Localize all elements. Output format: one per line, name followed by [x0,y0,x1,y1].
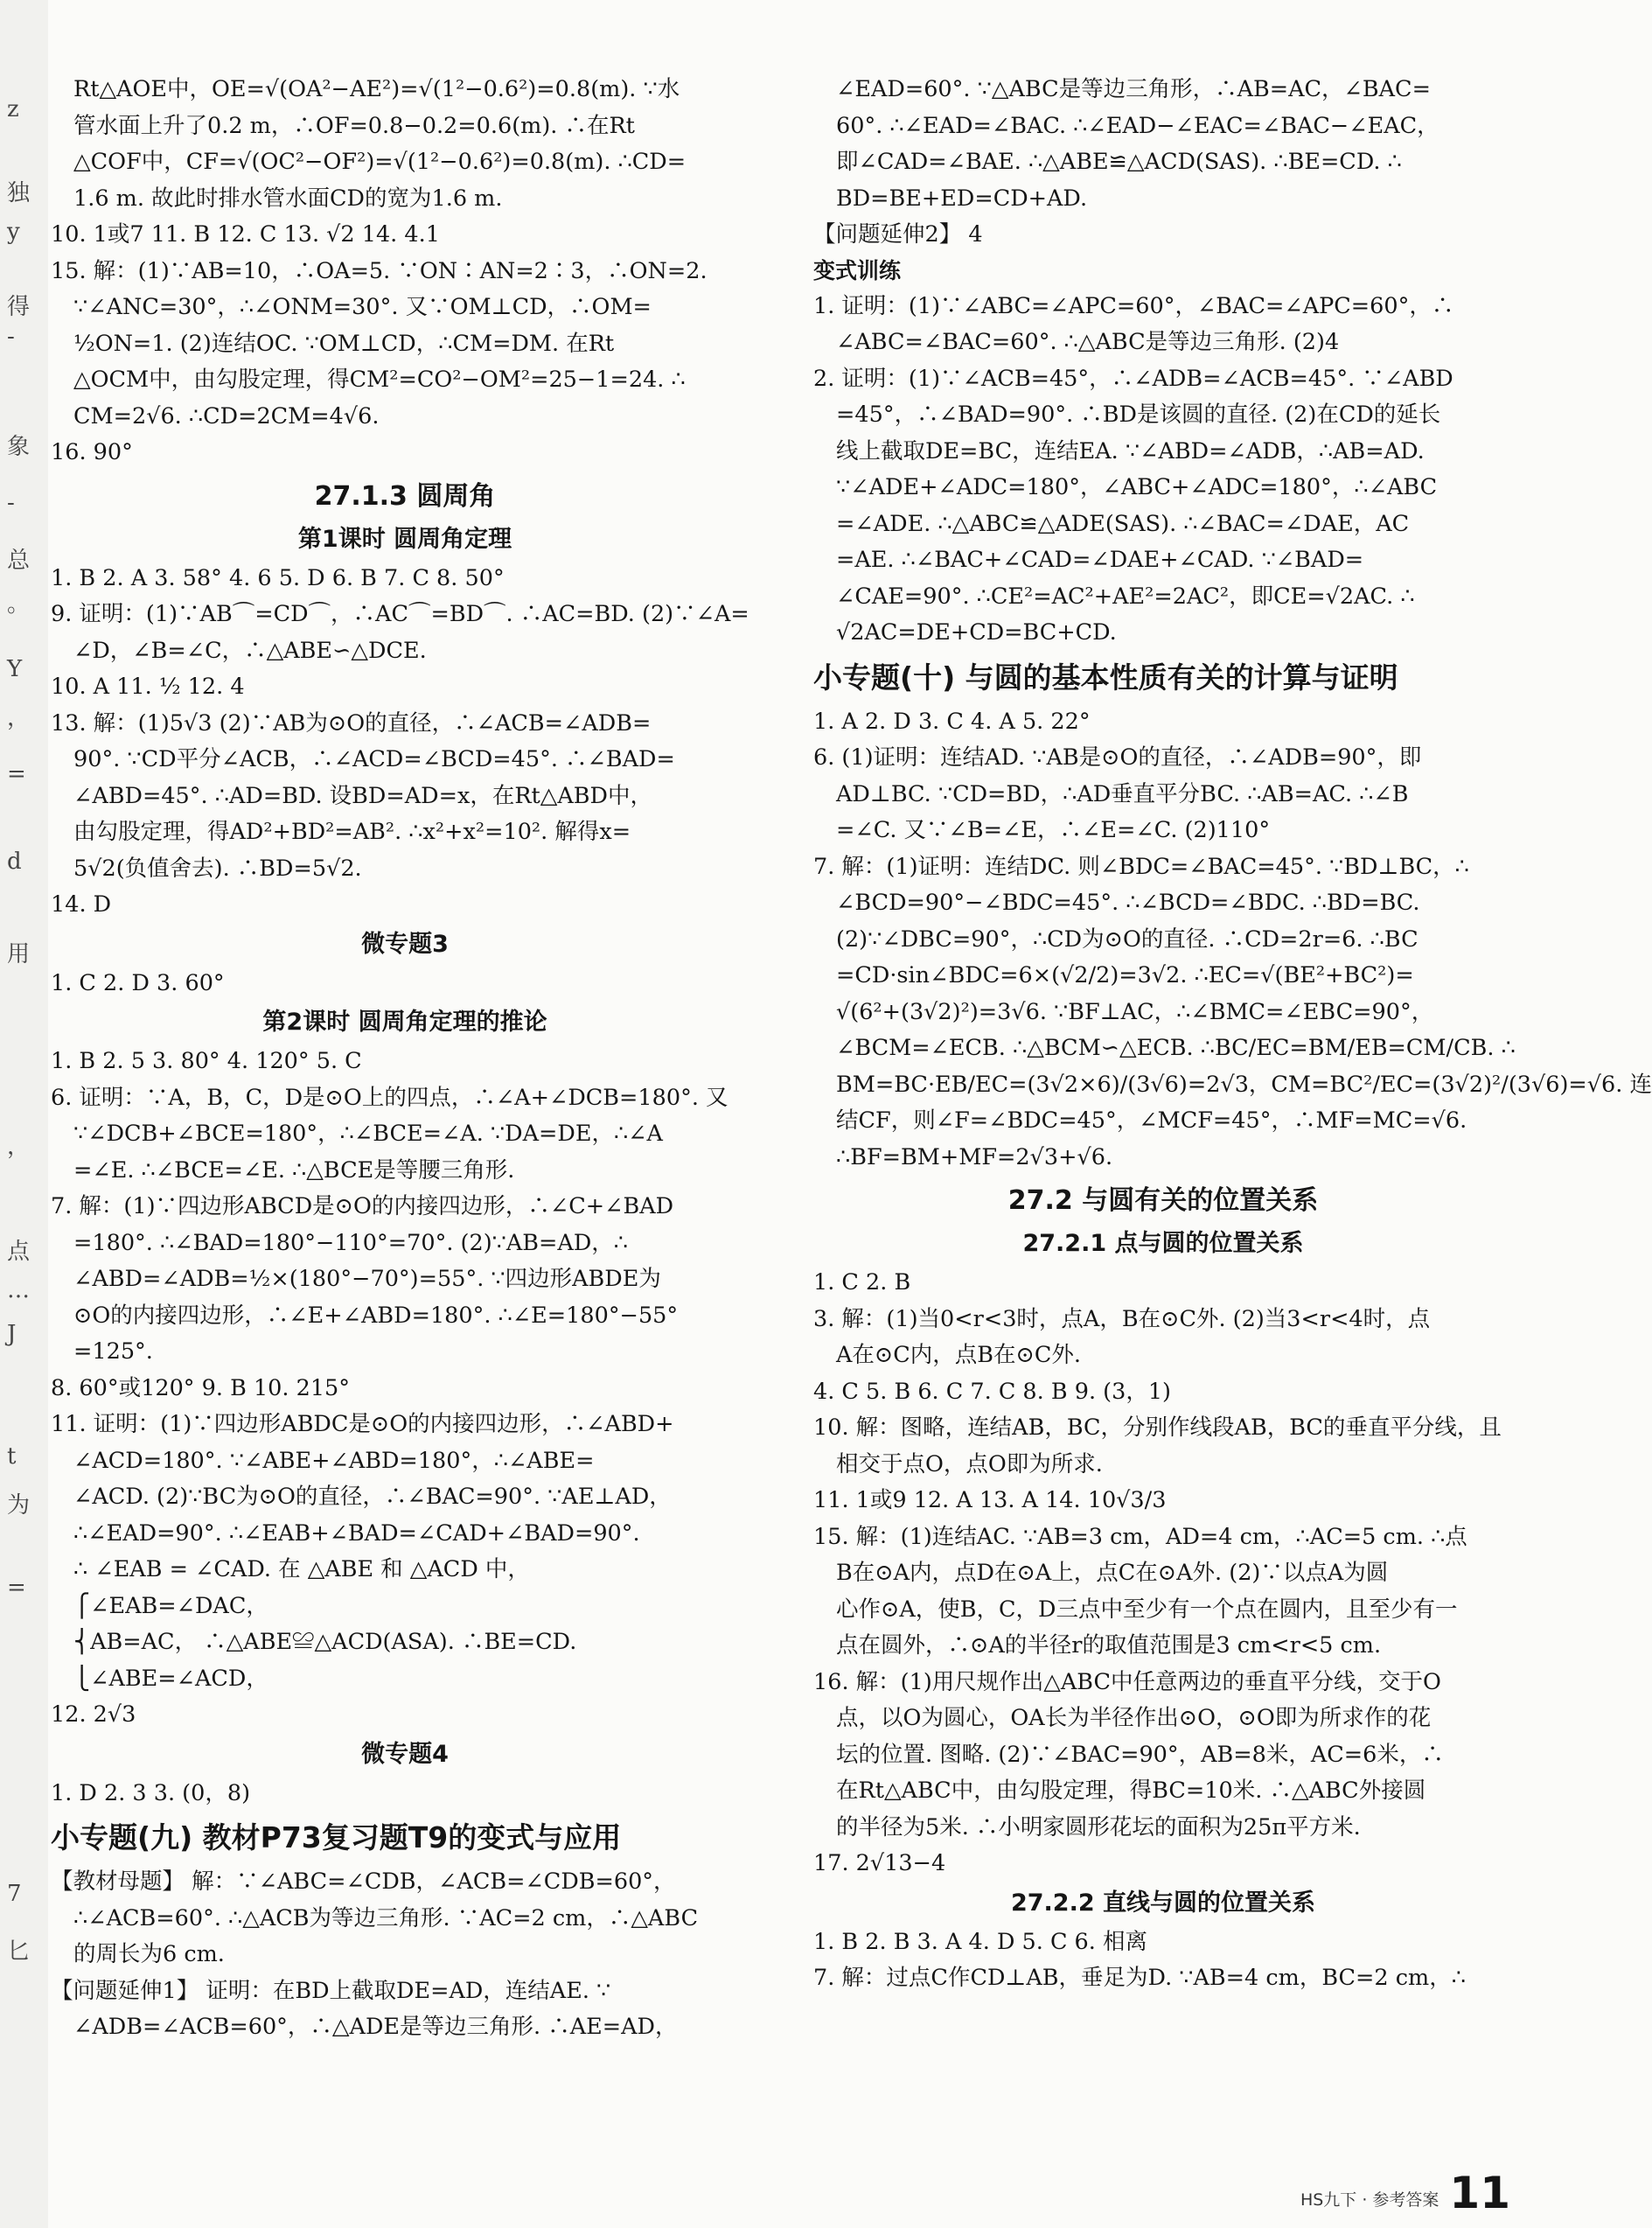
answer-item: 7. 解：过点C作CD⊥AB，垂足为D. ∵AB=4 cm，BC=2 cm，∴ [813,1965,1466,1991]
answer-line: =∠ADE. ∴△ABC≌△ADE(SAS). ∴∠BAC=∠DAE，AC [836,510,1410,537]
answer-item: 1. B 2. A 3. 58° 4. 6 5. D 6. B 7. C 8. 50° [51,564,505,591]
answer-line: ∠ABD=∠ADB=½×(180°−70°)=55°. ∵四边形ABDE为 [73,1266,661,1292]
answer-item: 13. 解：(1)5√3 (2)∵AB为⊙O的直径，∴∠ACB=∠ADB= [51,709,652,737]
margin-mark: 用 [7,941,31,967]
answer-item: 15. 解：(1)∵AB=10，∴OA=5. ∵ON∶AN=2∶3，∴ON=2. [51,257,708,284]
answer-line: ⎧∠EAB=∠DAC， [73,1592,268,1619]
margin-mark: 总 [7,548,31,574]
answer-line: 管水面上升了0.2 m，∴OF=0.8−0.2=0.6(m). ∴在Rt [73,112,635,139]
margin-mark: 。 [7,591,31,618]
answer-item: 11. 1或9 12. A 13. A 14. 10√3/3 [813,1487,1167,1513]
answer-item: 8. 60°或120° 9. B 10. 215° [51,1374,351,1401]
answer-line: BD=BE+ED=CD+AD. [836,185,1088,212]
subsection-heading: 微专题3 [361,930,449,958]
page-footer [1300,2170,1510,2216]
margin-mark: d [7,849,22,875]
answer-line: ∠D，∠B=∠C，∴△ABE∽△DCE. [73,637,427,664]
answer-item: 7. 解：(1)证明：连结DC. 则∠BDC=∠BAC=45°. ∵BD⊥BC，∴ [813,853,1469,880]
answer-line: 线上截取DE=BC，连结EA. ∵∠ABD=∠ADB，∴AB=AD. [836,437,1425,464]
answer-line: 的周长为6 cm. [73,1941,225,1967]
margin-mark: Y [7,656,23,682]
answer-item: 【问题延伸2】 4 [813,221,983,248]
answer-line: 60°. ∴∠EAD=∠BAC. ∴∠EAD−∠EAC=∠BAC−∠EAC， [836,112,1439,139]
answer-line: B在⊙A内，点D在⊙A上，点C在⊙A外. (2)∵以点A为圆 [836,1560,1389,1586]
answer-item: 16. 90° [51,439,133,465]
answer-line: =125°. [73,1338,153,1365]
answer-item: 6. (1)证明：连结AD. ∵AB是⊙O的直径，∴∠ADB=90°，即 [813,744,1422,771]
answer-line: ∠ABD=45°. ∴AD=BD. 设BD=AD=x，在Rt△ABD中， [73,782,652,809]
answer-line: =45°，∴∠BAD=90°. ∴BD是该圆的直径. (2)在CD的延长 [836,402,1441,428]
answer-item: 7. 解：(1)∵四边形ABCD是⊙O的内接四边形，∴∠C+∠BAD [51,1193,674,1219]
answer-line: ∠CAE=90°. ∴CE²=AC²+AE²=2AC²，即CE=√2AC. ∴ [836,583,1415,610]
margin-mark: - [7,490,15,516]
answer-item: 1. C 2. D 3. 60° [51,969,225,996]
answer-line: ∴∠EAD=90°. ∴∠EAB+∠BAD=∠CAD+∠BAD=90°. [73,1519,640,1547]
answer-line: ⎩∠ABE=∠ACD， [73,1665,268,1692]
answer-line: (2)∵∠DBC=90°，∴CD为⊙O的直径. ∴CD=2r=6. ∴BC [836,925,1418,953]
answer-line: =180°. ∴∠BAD=180°−110°=70°. (2)∵AB=AD，∴ [73,1229,628,1256]
page-number: 11 [1449,2168,1510,2218]
answer-line: △OCM中，由勾股定理，得CM²=CO²−OM²=25−1=24. ∴ [73,367,686,393]
section-heading: 27.1.3 圆周角 [314,480,496,512]
answer-line: AD⊥BC. ∵CD=BD，∴AD垂直平分BC. ∴AB=AC. ∴∠B [836,780,1409,807]
answer-item: 1. C 2. B [813,1269,911,1296]
answer-line: 点在圆外，∴⊙A的半径r的取值范围是3 cm<r<5 cm. [836,1632,1382,1659]
answer-line: ⊙O的内接四边形，∴∠E+∠ABD=180°. ∴∠E=180°−55° [73,1302,679,1329]
answer-item: 1. B 2. B 3. A 4. D 5. C 6. 相离 [813,1928,1147,1955]
answer-line: 的半径为5米. ∴小明家圆形花坛的面积为25π平方米. [836,1813,1361,1840]
answer-item: 16. 解：(1)用尺规作出△ABC中任意两边的垂直平分线，交于O [813,1668,1441,1695]
margin-mark: 独 [7,180,31,206]
topic-heading: 小专题(十) 与圆的基本性质有关的计算与证明 [813,660,1398,695]
variant-training-label: 变式训练 [813,257,902,283]
answer-item: 10. 解：图略，连结AB，BC，分别作线段AB，BC的垂直平分线，且 [813,1414,1502,1441]
margin-mark: z [7,96,19,122]
subsection-heading: 第2课时 圆周角定理的推论 [262,1009,547,1036]
answer-line: ½ON=1. (2)连结OC. ∵OM⊥CD，∴CM=DM. 在Rt [73,330,615,357]
answer-line: ∠ADB=∠ACB=60°，∴△ADE是等边三角形. ∴AE=AD， [73,2014,678,2040]
margin-mark: 为 [7,1492,31,1519]
margin-mark: = [7,1575,26,1601]
answer-item: 3. 解：(1)当0<r<3时，点A，B在⊙C外. (2)当3<r<4时，点 [813,1305,1431,1332]
answer-line: =∠E. ∴∠BCE=∠E. ∴△BCE是等腰三角形. [73,1156,515,1184]
answer-item: 1. A 2. D 3. C 4. A 5. 22° [813,708,1091,735]
answer-line: 结CF，则∠F=∠BDC=45°，∠MCF=45°，∴MF=MC=√6. [836,1107,1467,1134]
answer-line: 5√2(负值舍去). ∴BD=5√2. [73,855,362,882]
answer-line: 点，以O为圆心，OA长为半径作出⊙O，⊙O即为所求作的花 [836,1705,1432,1731]
margin-mark: = [7,761,26,787]
answer-line: 即∠CAD=∠BAE. ∴△ABE≌△ACD(SAS). ∴BE=CD. ∴ [836,149,1402,175]
answer-item: 9. 证明：(1)∵AB⌒=CD⌒，∴AC⌒=BD⌒. ∴AC=BD. (2)∵∠A= [51,601,749,627]
answer-item: 【问题延伸1】 证明：在BD上截取DE=AD，连结AE. ∵ [51,1977,611,2004]
answer-line: ∠BCD=90°−∠BDC=45°. ∴∠BCD=∠BDC. ∴BD=BC. [836,890,1420,916]
answer-item: 1. B 2. 5 3. 80° 4. 120° 5. C [51,1048,362,1074]
margin-mark: 得 [7,294,31,320]
answer-item: 1. 证明：(1)∵∠ABC=∠APC=60°，∠BAC=∠APC=60°，∴ [813,292,1454,319]
answer-item: 15. 解：(1)连结AC. ∵AB=3 cm，AD=4 cm，∴AC=5 cm. ∴点 [813,1523,1467,1550]
answer-item: 17. 2√13−4 [813,1850,946,1876]
answer-line: A在⊙C内，点B在⊙C外. [836,1342,1082,1368]
answer-line: ∴∠ACB=60°. ∴△ACB为等边三角形. ∵AC=2 cm，∴△ABC [73,1904,699,1931]
subsection-heading: 第1课时 圆周角定理 [297,525,512,553]
answer-line: √(6²+(3√2)²)=3√6. ∵BF⊥AC，∴∠BMC=∠EBC=90°， [836,998,1434,1025]
answer-line: △COF中，CF=√(OC²−OF²)=√(1²−0.6²)=0.8(m). ∴CD= [73,149,687,175]
margin-mark: 象 [7,434,31,460]
answer-line: CM=2√6. ∴CD=2CM=4√6. [73,402,380,430]
answer-line: ∵∠ADE+∠ADC=180°，∠ABC+∠ADC=180°，∴∠ABC [836,474,1438,500]
answer-item: 10. 1或7 11. B 12. C 13. √2 14. 4.1 [51,221,440,248]
answer-line: 相交于点O，点O即为所求. [836,1450,1103,1477]
answer-line: ∵∠DCB+∠BCE=180°，∴∠BCE=∠A. ∵DA=DE，∴∠A [73,1121,663,1147]
answer-line: Rt△AOE中，OE=√(OA²−AE²)=√(1²−0.6²)=0.8(m). ∵水 [73,76,680,102]
answer-line: ∠ACD. (2)∵BC为⊙O的直径，∴∠BAC=90°. ∵AE⊥AD， [73,1484,672,1510]
answer-line: √2AC=DE+CD=BC+CD. [836,619,1117,646]
margin-mark: ， [7,1134,31,1160]
subsection-heading: 27.2.2 直线与圆的位置关系 [1010,1889,1316,1917]
left-answer-column [51,72,759,2046]
answer-line: BM=BC·EB/EC=(3√2×6)/(3√6)=2√3，CM=BC²/EC=(3√2)²/(3√6)=√6. 连 [836,1071,1652,1098]
answer-line: 坛的位置. 图略. (2)∵∠BAC=90°，AB=8米，AC=6米，∴ [836,1741,1444,1768]
margin-mark: 7 [7,1881,22,1907]
page-edge-margin [0,0,48,2228]
answer-line: ∵∠ANC=30°，∴∠ONM=30°. 又∵OM⊥CD，∴OM= [73,294,652,320]
topic-heading: 小专题(九) 教材P73复习题T9的变式与应用 [51,1820,622,1854]
answer-line: =AE. ∴∠BAC+∠CAD=∠DAE+∠CAD. ∵∠BAD= [836,547,1364,573]
answer-line: 心作⊙A，使B，C，D三点中至少有一个点在圆内，且至少有一 [836,1596,1458,1623]
subsection-heading: 微专题4 [361,1740,449,1768]
answer-line: ∴BF=BM+MF=2√3+√6. [836,1143,1113,1170]
answer-line: ∠ABC=∠BAC=60°. ∴△ABC是等边三角形. (2)4 [836,329,1340,355]
answer-line: 在Rt△ABC中，由勾股定理，得BC=10米. ∴△ABC外接圆 [836,1778,1426,1804]
section-heading: 27.2 与圆有关的位置关系 [1007,1185,1319,1216]
answer-item: 1. D 2. 3 3. (0，8) [51,1779,251,1806]
margin-mark: 匕 [7,1938,31,1965]
margin-mark: y [7,219,20,245]
answer-item: 11. 证明：(1)∵四边形ABDC是⊙O的内接四边形，∴∠ABD+ [51,1411,674,1437]
footer-label: HS九下 · 参考答案 [1300,2190,1439,2210]
answer-line: =CD·sin∠BDC=6×(√2/2)=3√2. ∴EC=√(BE²+BC²)= [836,962,1414,988]
answer-line: ∠EAD=60°. ∵△ABC是等边三角形，∴AB=AC，∠BAC= [836,76,1431,102]
answer-item: 2. 证明：(1)∵∠ACB=45°，∴∠ADB=∠ACB=45°. ∵∠ABD [813,365,1453,392]
margin-mark: - [7,324,15,350]
right-answer-column [813,72,1652,1997]
margin-mark: t [7,1443,17,1470]
answer-line: =∠C. 又∵∠B=∠E，∴∠E=∠C. (2)110° [836,817,1271,843]
answer-item: 【教材母题】 解：∵∠ABC=∠CDB，∠ACB=∠CDB=60°， [51,1868,676,1895]
answer-line: ∴ ∠EAB = ∠CAD. 在 △ABE 和 △ACD 中， [73,1556,530,1582]
answer-line: 由勾股定理，得AD²+BD²=AB². ∴x²+x²=10². 解得x= [73,819,631,845]
margin-mark: ， [7,705,31,731]
answer-line: 1.6 m. 故此时排水管水面CD的宽为1.6 m. [73,185,503,212]
answer-item: 12. 2√3 [51,1701,136,1728]
margin-mark: J [7,1321,17,1347]
answer-item: 14. D [51,891,112,918]
answer-line: ⎨AB=AC， ∴△ABE≌△ACD(ASA). ∴BE=CD. [73,1629,577,1655]
answer-line: ∠ACD=180°. ∵∠ABE+∠ABD=180°，∴∠ABE= [73,1447,595,1474]
margin-mark: … [7,1277,30,1303]
subsection-heading: 27.2.1 点与圆的位置关系 [1022,1230,1304,1257]
answer-line: 90°. ∵CD平分∠ACB，∴∠ACD=∠BCD=45°. ∴∠BAD= [73,746,675,772]
answer-item: 6. 证明：∵A，B，C，D是⊙O上的四点，∴∠A+∠DCB=180°. 又 [51,1084,728,1111]
answer-item: 4. C 5. B 6. C 7. C 8. B 9. (3，1) [813,1378,1171,1405]
margin-mark: 点 [7,1239,31,1265]
answer-item: 10. A 11. ½ 12. 4 [51,674,245,700]
answer-line: ∠BCM=∠ECB. ∴△BCM∽△ECB. ∴BC/EC=BM/EB=CM/CB. ∴ [836,1035,1516,1061]
